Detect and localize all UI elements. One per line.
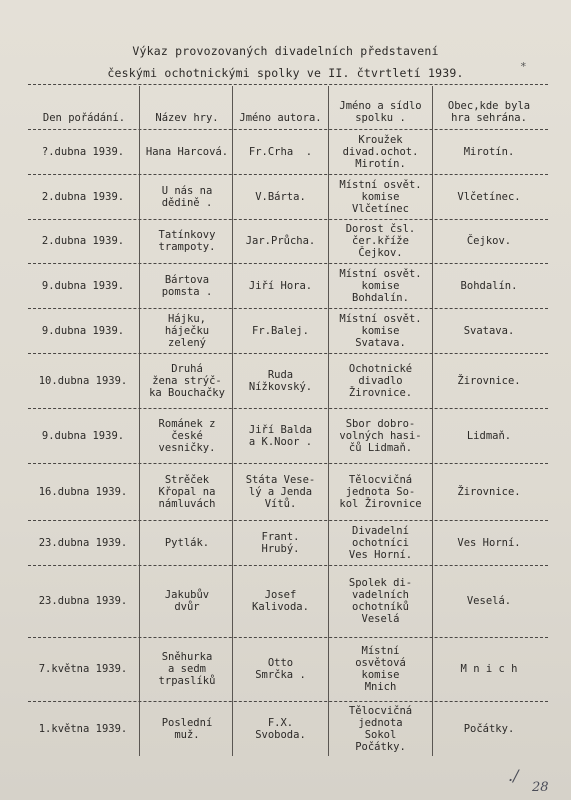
header-bottom-rule (28, 129, 548, 130)
row-divider (28, 637, 548, 638)
table-cell-author: F.X. Svoboda. (255, 716, 306, 741)
table-cell-society: Tělocvičná jednota Sokol Počátky. (348, 704, 413, 753)
table-cell-play: Pytlák. (164, 536, 210, 549)
table-cell-society: Sbor dobro- volných hasi- čů Lidmaň. (339, 417, 422, 454)
page-number: 28 (532, 780, 549, 795)
table-cell-place: M n i c h (460, 663, 518, 675)
row-divider (28, 701, 548, 702)
row-divider (28, 408, 548, 409)
table-cell-play: U nás na dědině . (161, 184, 213, 209)
table-cell-date: 16.dubna 1939. (38, 485, 128, 498)
table-cell-date: 9.dubna 1939. (41, 324, 125, 337)
table-cell-place: Žirovnice. (457, 374, 521, 387)
table-cell-date: 10.dubna 1939. (38, 374, 128, 387)
row-divider (28, 565, 548, 566)
document-title-line-2: českými ochotnickými spolky ve II. čtvrtletí 1939. (107, 66, 464, 80)
table-cell-author: Frant. Hrubý. (261, 530, 300, 555)
table-cell-date: 23.dubna 1939. (38, 595, 128, 607)
table-cell-place: Bohdalín. (460, 279, 518, 292)
table-cell-date: 1.května 1939. (38, 722, 128, 735)
table-cell-place: Svatava. (463, 324, 515, 337)
table-cell-author: Josef Kalivoda. (252, 589, 309, 613)
table-top-rule (28, 84, 548, 85)
table-cell-society: Místní osvět. komise Svatava. (339, 312, 422, 349)
table-cell-play: Tatínkovy trampoty. (158, 229, 216, 253)
column-divider (432, 86, 433, 756)
table-cell-author: Státa Vese- lý a Jenda Vítů. (245, 473, 316, 510)
table-cell-play: Strěček Křopal na námluvách (158, 473, 216, 510)
table-cell-play: Druhá žena strýč- ka Bouchačky (149, 362, 225, 399)
table-cell-author: Ruda Nížkovský. (248, 368, 313, 393)
table-cell-author: V.Bárta. (255, 190, 306, 203)
table-cell-date: ?.dubna 1939. (41, 146, 125, 158)
table-cell-author: Fr.Crha . (248, 146, 313, 158)
header-society: Jméno a sídlo spolku . (339, 100, 422, 124)
table-cell-play: Poslední muž. (161, 716, 213, 741)
header-date: Den pořádání. (42, 112, 126, 124)
table-cell-place: Počátky. (463, 722, 515, 735)
ink-mark: * (520, 60, 527, 73)
table-cell-date: 23.dubna 1939. (38, 536, 128, 549)
table-cell-society: Dorost čsl. čer.kříže Čejkov. (345, 223, 416, 259)
header-author: Jméno autora. (239, 112, 322, 124)
table-cell-date: 2.dubna 1939. (41, 190, 125, 203)
row-divider (28, 520, 548, 521)
table-cell-place: Žirovnice. (457, 485, 521, 498)
table-cell-author: Jiří Balda a K.Noor . (248, 423, 313, 448)
header-place: Obec,kde byla hra sehrána. (447, 100, 531, 124)
table-cell-author: Otto Smrčka . (255, 657, 306, 681)
table-cell-society: Místní osvět. komise Vlčetínec (339, 178, 422, 215)
row-divider (28, 463, 548, 464)
table-cell-play: Sněhurka a sedm trpaslíků (158, 651, 216, 687)
table-cell-play: Románek z české vesničky. (158, 417, 216, 454)
table-cell-place: Čejkov. (466, 235, 512, 247)
table-cell-society: Divadelní ochotníci Ves Horní. (348, 524, 413, 561)
handwritten-mark: ./ (508, 766, 519, 785)
header-play: Název hry. (155, 112, 219, 124)
row-divider (28, 263, 548, 264)
table-cell-date: 2.dubna 1939. (41, 235, 125, 247)
table-cell-society: Kroužek divad.ochot. Mirotín. (342, 134, 419, 170)
table-cell-play: Jakubův dvůr (164, 589, 210, 613)
table-cell-place: Mirotín. (463, 146, 515, 158)
table-cell-play: Hájku, háječku zelený (164, 312, 210, 349)
table-cell-society: Místní osvětová komise Mnich (355, 645, 406, 693)
row-divider (28, 174, 548, 175)
table-cell-place: Veselá. (466, 595, 512, 607)
table-cell-society: Ochotnické divadlo Žirovnice. (348, 362, 413, 399)
column-divider (139, 86, 140, 756)
document-title-line-1: Výkaz provozovaných divadelních představení (132, 44, 439, 58)
table-cell-place: Ves Horní. (457, 536, 521, 549)
table-cell-date: 7.května 1939. (38, 663, 128, 675)
table-cell-author: Jiří Hora. (248, 279, 313, 292)
row-divider (28, 308, 548, 309)
table-cell-place: Vlčetínec. (457, 190, 521, 203)
table-cell-place: Lidmaň. (466, 429, 512, 442)
table-cell-author: Jar.Průcha. (245, 235, 316, 247)
table-cell-play: Hana Harcová. (145, 146, 229, 158)
table-cell-author: Fr.Balej. (252, 324, 309, 337)
table-cell-play: Bártova pomsta . (161, 273, 213, 298)
table-cell-date: 9.dubna 1939. (41, 279, 125, 292)
table-cell-society: Tělocvičná jednota So- kol Žirovnice (339, 473, 422, 510)
table-cell-date: 9.dubna 1939. (41, 429, 125, 442)
table-cell-society: Spolek di- vadelních ochotníků Veselá (348, 577, 413, 625)
row-divider (28, 219, 548, 220)
row-divider (28, 353, 548, 354)
table-cell-society: Místní osvět. komise Bohdalín. (339, 267, 422, 304)
